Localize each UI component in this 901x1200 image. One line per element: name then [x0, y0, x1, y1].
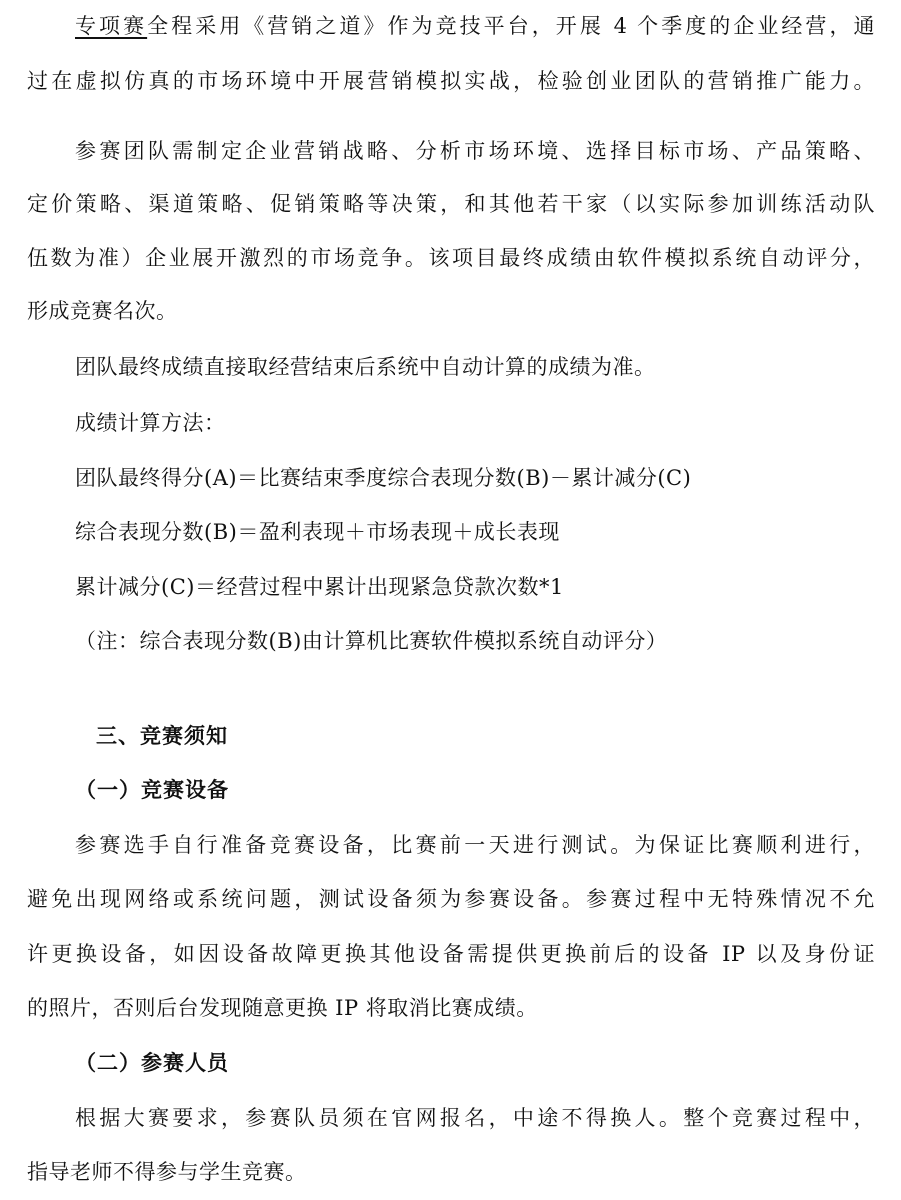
paragraph-3: 团队最终成绩直接取经营结束后系统中自动计算的成绩为准。: [75, 355, 656, 379]
scoring-formula-1: 团队最终得分(A)＝比赛结束季度综合表现分数(B)－累计减分(C): [75, 466, 692, 490]
section-3-sub-1-line-1: 参赛选手自行准备竞赛设备，比赛前一天进行测试。为保证比赛顺利进行，: [75, 833, 875, 857]
section-3-sub-2-title: （二）参赛人员: [75, 1050, 229, 1075]
scoring-title: 成绩计算方法：: [75, 411, 226, 435]
paragraph-2-line-4: 形成竞赛名次。: [27, 299, 178, 323]
paragraph-1-line-2: 过在虚拟仿真的市场环境中开展营销模拟实战，检验创业团队的营销推广能力。: [27, 69, 875, 93]
scoring-formula-2: 综合表现分数(B)＝盈利表现＋市场表现＋成长表现: [75, 520, 560, 544]
section-3-title: 三、竞赛须知: [96, 723, 228, 748]
paragraph-1-line-1: [75, 12, 875, 40]
section-3-sub-1-line-3: 许更换设备，如因设备故障更换其他设备需提供更换前后的设备 IP 以及身份证: [27, 942, 875, 966]
paragraph-2-line-1: 参赛团队需制定企业营销战略、分析市场环境、选择目标市场、产品策略、: [75, 139, 875, 163]
paragraph-2-line-3: 伍数为准）企业展开激烈的市场竞争。该项目最终成绩由软件模拟系统自动评分，: [27, 246, 875, 270]
section-3-sub-1-line-2: 避免出现网络或系统问题，测试设备须为参赛设备。参赛过程中无特殊情况不允: [27, 887, 875, 911]
underlined-term: 专项赛: [75, 14, 148, 38]
scoring-formula-3: 累计减分(C)＝经营过程中累计出现紧急贷款次数*1: [75, 575, 564, 599]
section-3-sub-2-line-1: 根据大赛要求，参赛队员须在官网报名，中途不得换人。整个竞赛过程中，: [75, 1106, 875, 1130]
paragraph-1-line-1-text: 全程采用《营销之道》作为竞技平台，开展 4 个季度的企业经营，通: [147, 14, 875, 38]
paragraph-2-line-2: 定价策略、渠道策略、促销策略等决策，和其他若干家（以实际参加训练活动队: [27, 192, 875, 216]
scoring-note: （注：综合表现分数(B)由计算机比赛软件模拟系统自动评分）: [75, 629, 668, 653]
section-3-sub-1-title: （一）竞赛设备: [75, 777, 229, 802]
section-3-sub-1-line-4: 的照片，否则后台发现随意更换 IP 将取消比赛成绩。: [27, 996, 538, 1020]
section-3-sub-2-line-2: 指导老师不得参与学生竞赛。: [27, 1160, 307, 1184]
